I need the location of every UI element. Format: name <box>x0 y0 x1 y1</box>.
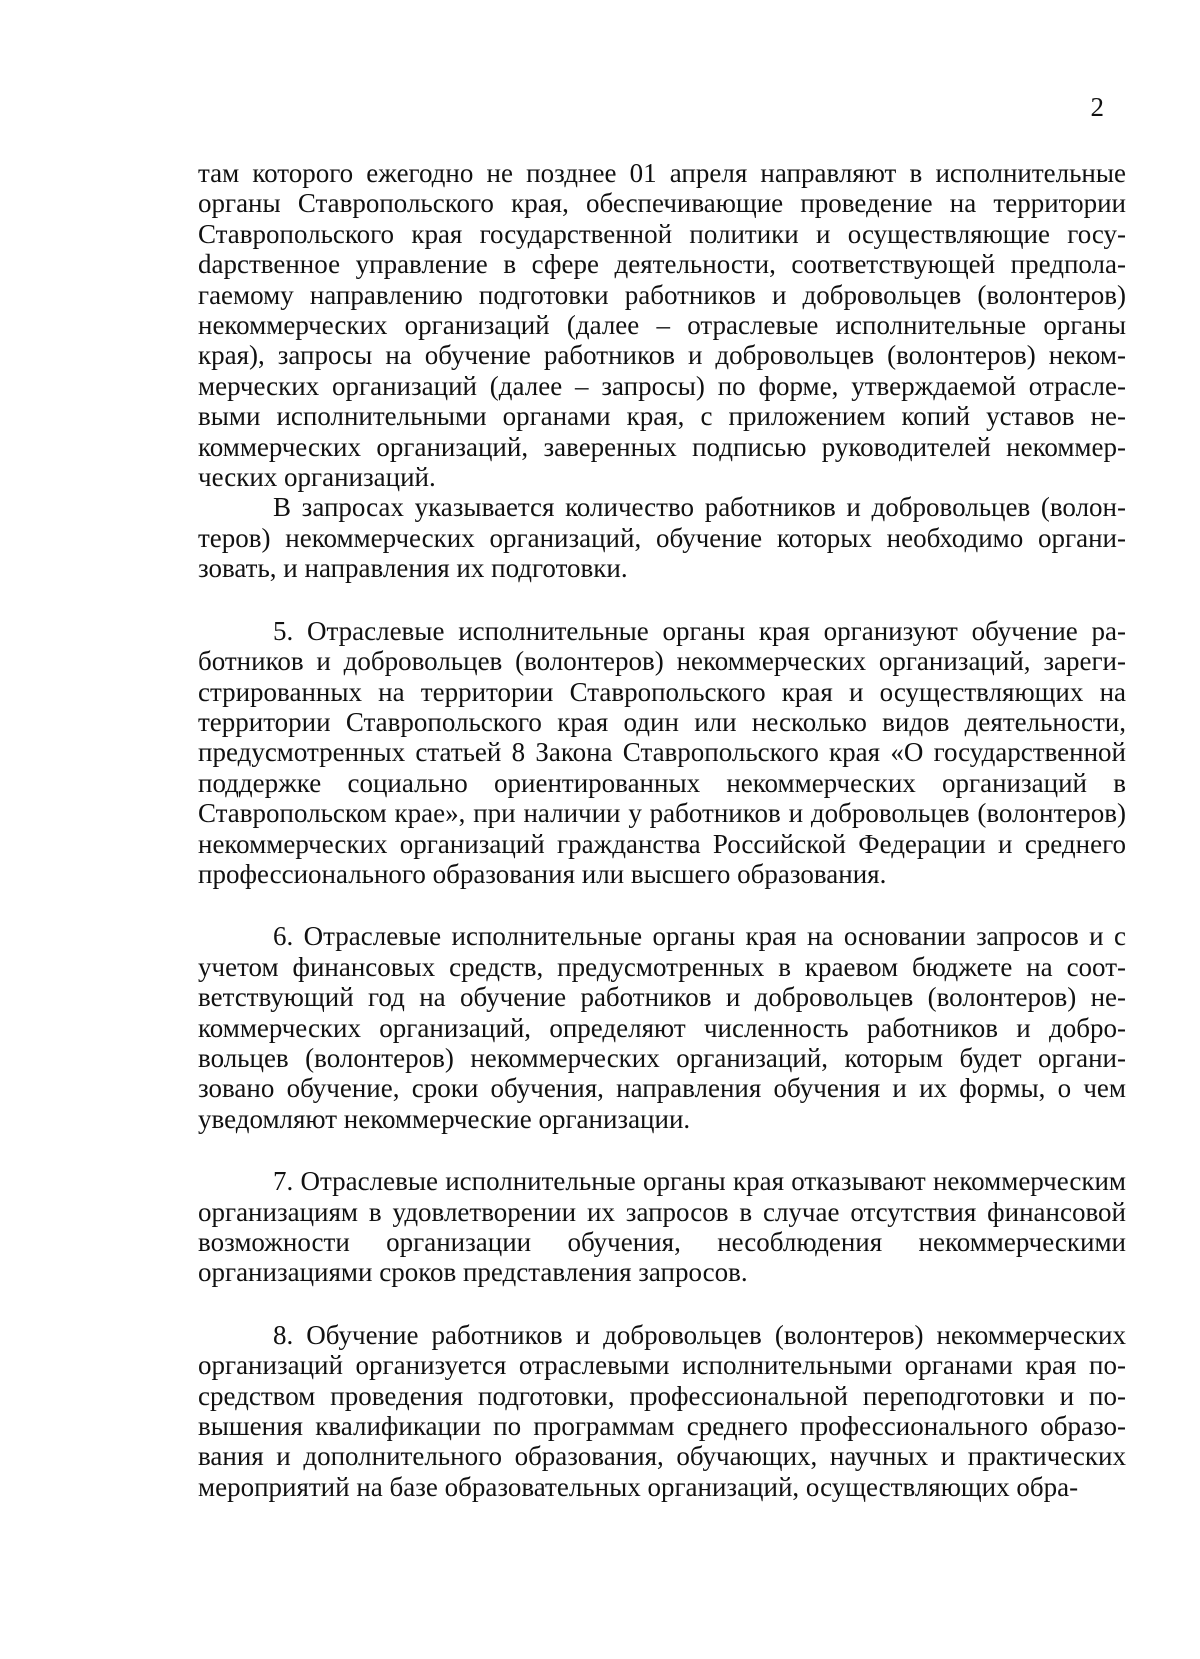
paragraph-item-5: 5. Отраслевые исполнительные органы края организуют обучение работников и добровольцев (волонтеров) некоммерческих организаций, зарегистрированных на территории Ставропольского края и осуществляющих на территории Ставропольского края один или несколько видов деятельности, предусмотренных статьей 8 Закона Ставропольского края «О государственной поддержке социально ориентированных некоммерческих организаций в Ставропольском крае», при наличии у работников и добровольцев (волонтеров) некоммерческих организаций гражданства Российской Федерации и среднего профессионального образования или высшего образования. <box>198 615 1126 889</box>
paragraph-item-6: 6. Отраслевые исполнительные органы края на основании запросов и с учетом финансовых средств, предусмотренных в краевом бюджете на соответствующий год на обучение работников и добровольцев (волонтеров) некоммерческих организаций, определяют численность работников и добровольцев (волонтеров) некоммерческих организаций, которым будет организовано обучение, сроки обучения, направления обучения и их формы, о чем уведомляют некоммерческие организации. <box>198 921 1126 1134</box>
paragraph-item-8: 8. Обучение работников и добровольцев (волонтеров) некоммерческих организаций организуется отраслевыми исполнительными органами края посредством проведения подготовки, профессиональной переподготовки и повышения квалификации по программам среднего профессионального образования и дополнительного образования, обучающих, научных и практических мероприятий на базе образовательных организаций, осуществляющих обра- <box>198 1319 1126 1502</box>
document-body <box>198 158 1126 1502</box>
paragraph-requests: В запросах указывается количество работников и добровольцев (волонтеров) некоммерческих организаций, обучение которых необходимо организовать, и направления их подготовки. <box>198 492 1126 584</box>
paragraph-item-7: 7. Отраслевые исполнительные органы края отказывают некоммерческим организациям в удовлетворении их запросов в случае отсутствия финансовой возможности организации обучения, несоблюдения некоммерческими организациями сроков представления запросов. <box>198 1166 1126 1288</box>
paragraph-continuation: там которого ежегодно не позднее 01 апреля направляют в исполнительные органы Ставропольского края, обеспечивающие проведение на территории Ставропольского края государственной политики и осуществляющие госуdарственное управление в сфере деятельности, соответствующей предполагаемому направлению подготовки работников и добровольцев (волонтеров) некоммерческих организаций (далее – отраслевые исполнительные органы края), запросы на обучение работников и добровольцев (волонтеров) некоммерческих организаций (далее – запросы) по форме, утверждаемой отраслевыми исполнительными органами края, с приложением копий уставов некоммерческих организаций, заверенных подписью руководителей некоммерческих организаций. <box>198 158 1126 493</box>
page-number: 2 <box>1090 92 1104 122</box>
